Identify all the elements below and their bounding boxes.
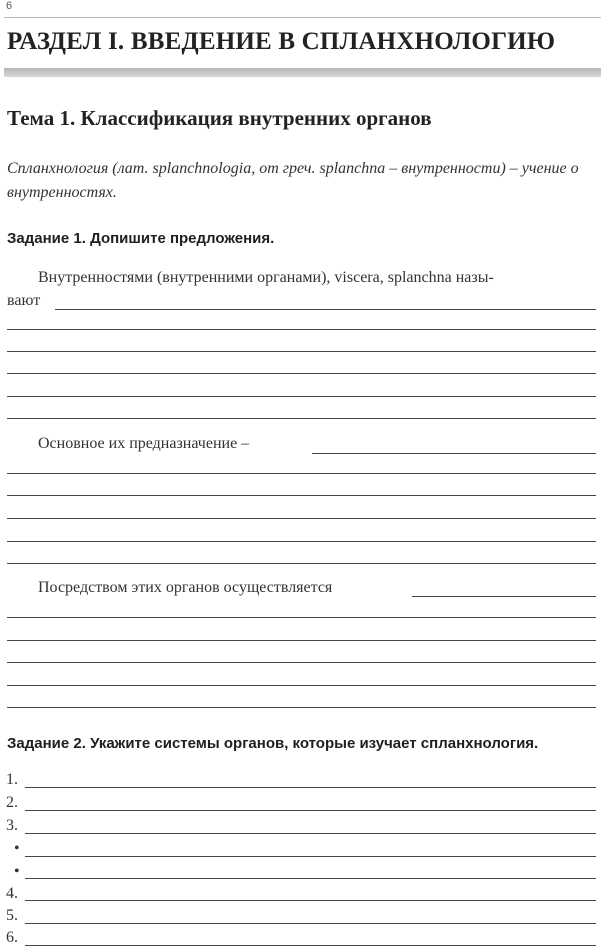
topic-title: Тема 1. Классификация внутренних органов <box>7 106 432 130</box>
list-marker: 5. <box>6 907 18 924</box>
answer-line[interactable] <box>7 541 596 542</box>
answer-line[interactable] <box>25 923 596 924</box>
task1-title: Задание 1. Допишите предложения. <box>7 230 275 247</box>
answer-line[interactable] <box>7 373 596 374</box>
task1-sentence3: Посредством этих органов осуществляется <box>38 579 333 596</box>
answer-line[interactable] <box>412 596 596 597</box>
answer-line[interactable] <box>7 563 596 564</box>
answer-line[interactable] <box>7 617 596 618</box>
intro-definition: Спланхнология (лат. splanchnologia, от греч. splanchna – внутренности) – учение о внутренностях. <box>7 160 579 201</box>
list-marker: 2. <box>6 794 18 811</box>
task1-sentence1-line1: Внутренностями (внутренними органами), viscera, splanchna назы- <box>38 269 494 286</box>
answer-line[interactable] <box>25 900 596 901</box>
answer-line[interactable] <box>7 495 596 496</box>
answer-line[interactable] <box>25 833 596 834</box>
section-title: РАЗДЕЛ I. ВВЕДЕНИЕ В СПЛАНХНОЛОГИЮ <box>7 28 556 55</box>
top-rule <box>4 17 601 18</box>
task2-title: Задание 2. Укажите системы органов, которые изучает спланхнология. <box>7 735 539 752</box>
list-marker: • <box>14 863 20 880</box>
task1-sentence2: Основное их предназначение – <box>38 435 250 452</box>
answer-line[interactable] <box>25 810 596 811</box>
answer-line[interactable] <box>7 329 596 330</box>
answer-line[interactable] <box>7 685 596 686</box>
answer-line[interactable] <box>25 878 596 879</box>
section-divider-bar <box>4 68 601 77</box>
answer-line[interactable] <box>7 396 596 397</box>
answer-line[interactable] <box>7 662 596 663</box>
answer-line[interactable] <box>7 707 596 708</box>
list-marker: 1. <box>6 771 18 788</box>
answer-line[interactable] <box>7 418 596 419</box>
answer-line[interactable] <box>7 518 596 519</box>
page-number: 6 <box>6 0 13 12</box>
list-marker: 6. <box>6 929 18 946</box>
list-marker: 3. <box>6 817 18 834</box>
answer-line[interactable] <box>7 473 596 474</box>
answer-line[interactable] <box>25 945 596 946</box>
answer-line[interactable] <box>25 856 596 857</box>
list-marker: • <box>14 840 20 857</box>
answer-line[interactable] <box>55 309 596 310</box>
answer-line[interactable] <box>7 351 596 352</box>
list-marker: 4. <box>6 885 18 902</box>
answer-line[interactable] <box>312 453 596 454</box>
answer-line[interactable] <box>25 787 596 788</box>
task1-sentence1-line2: вают <box>7 292 41 309</box>
answer-line[interactable] <box>7 640 596 641</box>
